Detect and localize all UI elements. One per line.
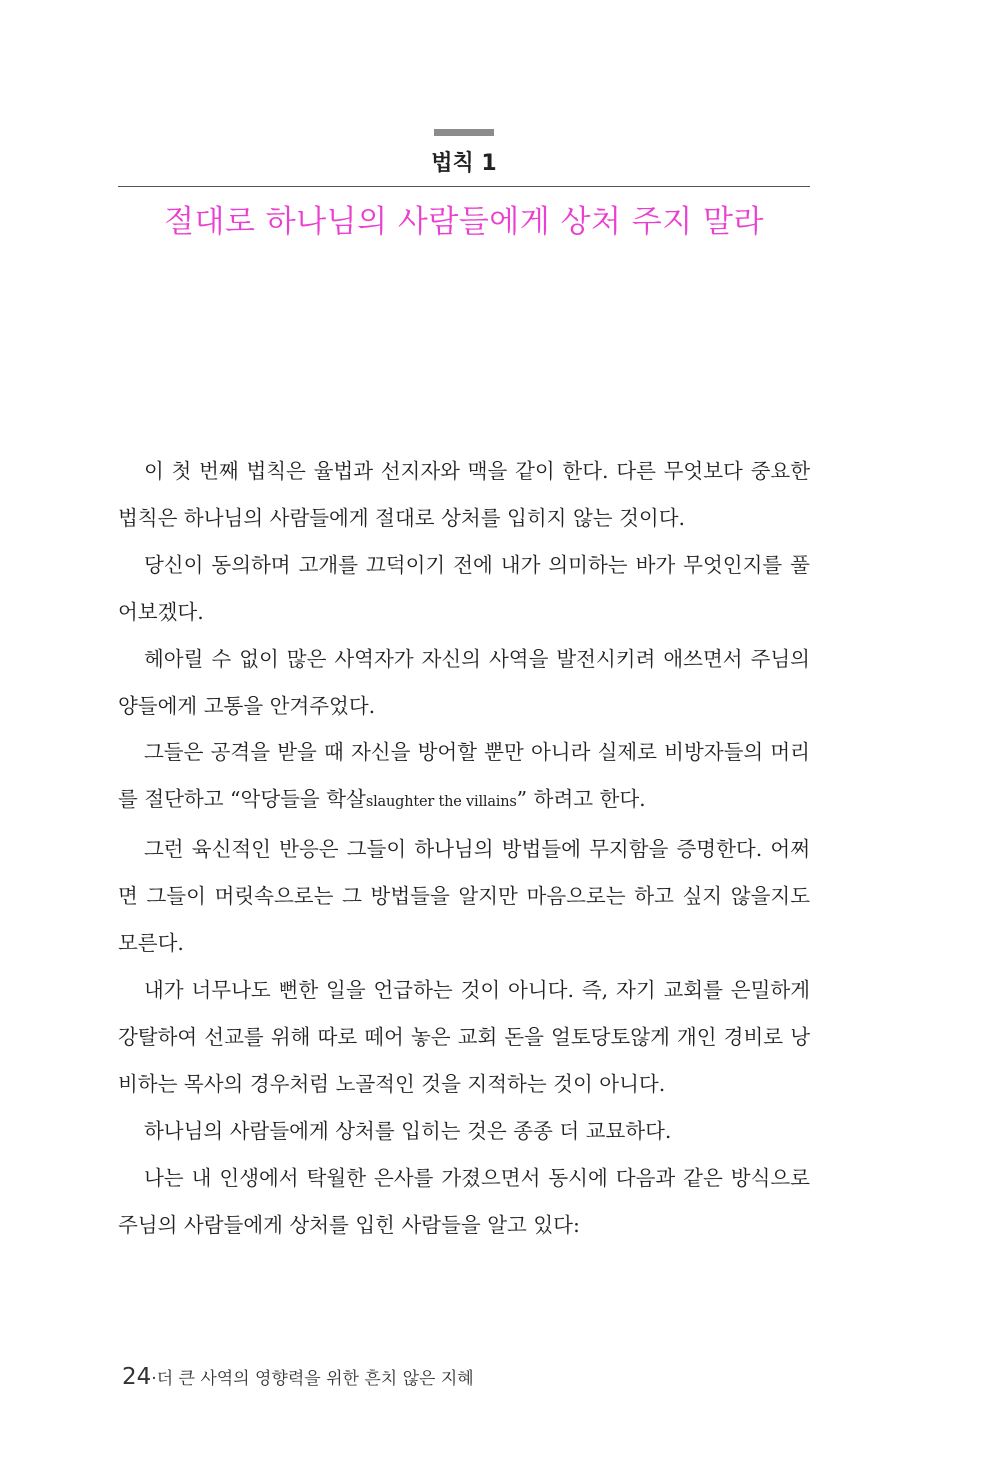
body-text [118, 448, 810, 1248]
book-title: 더 큰 사역의 영향력을 위한 흔치 않은 지혜 [156, 1369, 474, 1389]
paragraph-5: 그런 육신적인 반응은 그들이 하나님의 방법들에 무지함을 증명한다. 어쩌면 그들이 머릿속으로는 그 방법들을 알지만 마음으로는 하고 싶지 않을지도 모른다. [118, 837, 810, 956]
chapter-title: 절대로 하나님의 사람들에게 상처 주지 말라 [164, 204, 764, 240]
page-footer [122, 1364, 474, 1390]
paragraph-2: 당신이 동의하며 고개를 끄덕이기 전에 내가 의미하는 바가 무엇인지를 풀어보겠다. [118, 552, 810, 624]
chapter-marker-bar [434, 129, 494, 136]
paragraph-4-start: 그들은 공격을 받을 때 자신을 방어할 뿐만 아니라 실제로 비방자들의 머리를 절단하고 “악당들을 학살 [118, 740, 810, 812]
paragraph-8: 나는 내 인생에서 탁월한 은사를 가졌으면서 동시에 다음과 같은 방식으로 주님의 사람들에게 상처를 입힌 사람들을 알고 있다: [118, 1165, 810, 1237]
paragraph-3: 헤아릴 수 없이 많은 사역자가 자신의 사역을 발전시키려 애쓰면서 주님의 양들에게 고통을 안겨주었다. [118, 646, 810, 718]
footer-separator: · [151, 1369, 157, 1389]
paragraph-1: 이 첫 번째 법칙은 율법과 선지자와 맥을 같이 한다. 다른 무엇보다 중요한 법칙은 하나님의 사람들에게 절대로 상처를 입히지 않는 것이다. [118, 459, 810, 530]
english-gloss: slaughter the villains [365, 794, 517, 811]
page-number: 24 [122, 1364, 152, 1390]
paragraph-4 [118, 729, 810, 826]
paragraph-7: 하나님의 사람들에게 상처를 입히는 것은 종종 더 교묘하다. [144, 1118, 672, 1143]
chapter-label: 법칙 1 [431, 151, 497, 176]
paragraph-4-end: ” 하려고 한다. [516, 787, 646, 812]
header-divider [118, 186, 810, 187]
paragraph-6: 내가 너무나도 뻔한 일을 언급하는 것이 아니다. 즉, 자기 교회를 은밀하게 강탈하여 선교를 위해 따로 떼어 놓은 교회 돈을 얼토당토않게 개인 경비로 낭비하는 목사의 경우처럼 노골적인 것을 지적하는 것이 아니다. [118, 977, 810, 1096]
